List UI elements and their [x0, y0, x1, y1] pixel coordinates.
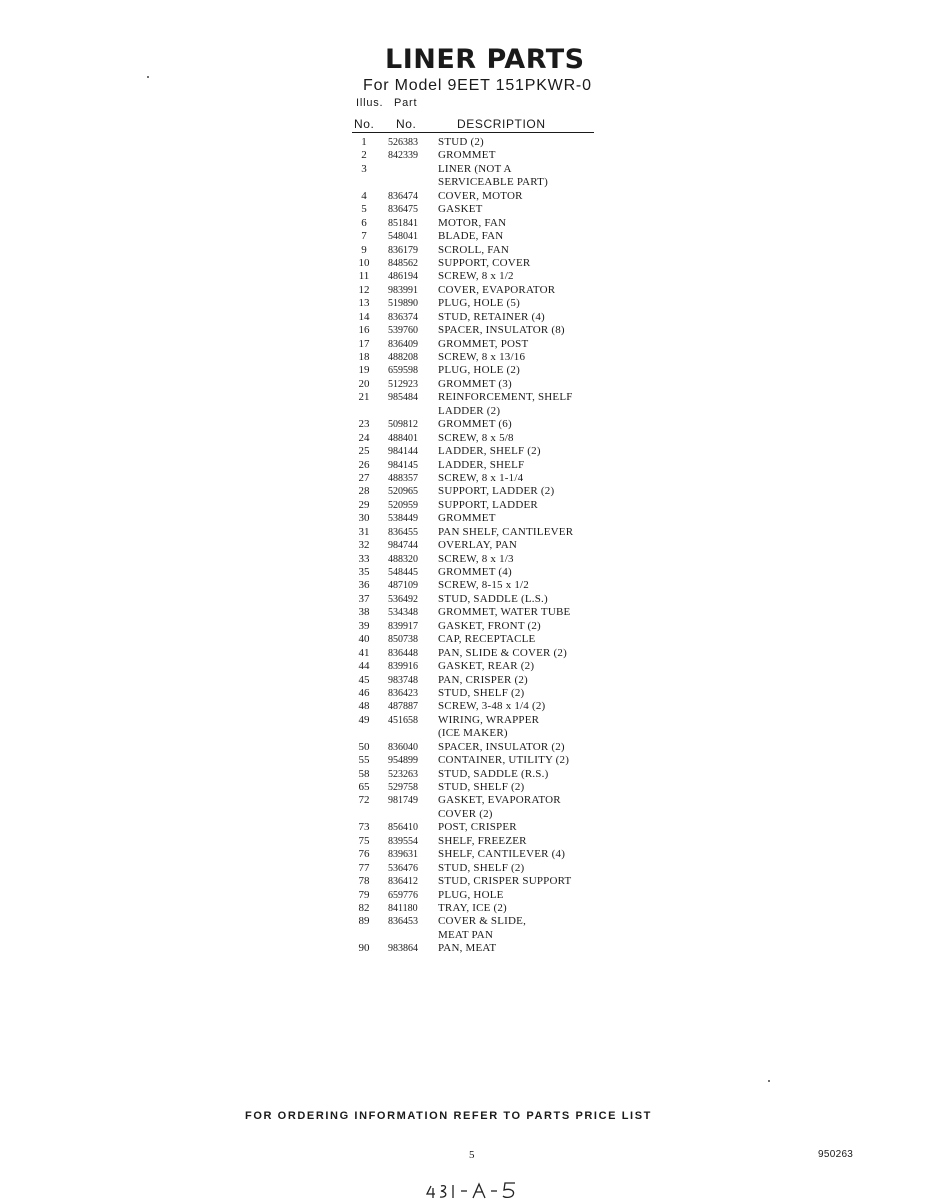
table-row [354, 432, 604, 445]
table-row [354, 149, 604, 162]
description-line: STUD, SHELF (2) [438, 861, 525, 874]
part-description [438, 848, 608, 861]
part-description [438, 794, 608, 821]
description-line: SUPPORT, COVER [438, 256, 531, 269]
table-row [354, 579, 604, 592]
table-row [354, 203, 604, 216]
illus-number: 79 [358, 888, 370, 901]
illus-number: 50 [358, 740, 370, 753]
table-row [354, 445, 604, 458]
illus-number: 11 [358, 270, 370, 283]
illus-number: 58 [358, 767, 370, 780]
part-number: 850738 [388, 634, 418, 646]
part-description [438, 472, 608, 485]
description-line: BLADE, FAN [438, 230, 504, 243]
table-row [354, 539, 604, 552]
table-row [354, 915, 604, 942]
part-number: 839917 [388, 620, 418, 632]
part-number: 548041 [388, 231, 418, 243]
part-description [438, 445, 608, 458]
part-number: 836179 [388, 244, 418, 256]
description-line: GROMMET [438, 149, 496, 162]
part-number: 536492 [388, 593, 418, 605]
part-number: 487109 [388, 580, 418, 592]
part-number: 523263 [388, 768, 418, 780]
part-description [438, 606, 608, 619]
table-row [354, 284, 604, 297]
part-description [438, 499, 608, 512]
table-row [354, 553, 604, 566]
part-number: 519890 [388, 298, 418, 310]
part-description [438, 674, 608, 687]
part-description [438, 432, 608, 445]
table-row [354, 647, 604, 660]
part-description [438, 136, 608, 149]
description-line: CONTAINER, UTILITY (2) [438, 754, 570, 767]
part-description [438, 539, 608, 552]
part-number: 529758 [388, 782, 418, 794]
part-description [438, 284, 608, 297]
table-row [354, 889, 604, 902]
part-number: 534348 [388, 607, 418, 619]
table-row [354, 741, 604, 754]
illus-number: 27 [358, 471, 370, 484]
description-line: COVER, EVAPORATOR [438, 283, 556, 296]
table-row [354, 364, 604, 377]
description-line: GROMMET (6) [438, 418, 512, 431]
part-description [438, 190, 608, 203]
part-number: 836474 [388, 190, 418, 202]
table-row [354, 674, 604, 687]
part-description [438, 579, 608, 592]
table-row [354, 835, 604, 848]
part-description [438, 297, 608, 310]
part-number: 839916 [388, 661, 418, 673]
part-number: 984145 [388, 459, 418, 471]
part-number: 520959 [388, 499, 418, 511]
illus-number: 35 [358, 566, 370, 579]
part-number: 836412 [388, 876, 418, 888]
illus-number: 46 [358, 686, 370, 699]
description-line: LADDER, SHELF [438, 458, 525, 471]
table-row [354, 781, 604, 794]
part-number: 536476 [388, 862, 418, 874]
part-number: 836040 [388, 741, 418, 753]
document-code: 950263 [818, 1149, 854, 1160]
illus-number: 65 [358, 781, 370, 794]
table-row [354, 270, 604, 283]
description-line: SHELF, CANTILEVER (4) [438, 848, 566, 861]
illus-number: 82 [358, 902, 370, 914]
part-description [438, 862, 608, 875]
illus-number: 33 [358, 552, 370, 565]
column-header-illus-top: Illus. [356, 97, 384, 109]
part-number: 488208 [388, 352, 418, 364]
description-line: REINFORCEMENT, SHELF [438, 391, 573, 404]
part-number: 836455 [388, 526, 418, 538]
description-line: SUPPORT, LADDER [438, 498, 538, 511]
table-row [354, 244, 604, 257]
illus-number: 73 [358, 821, 370, 834]
description-line: SHELF, FREEZER [438, 834, 527, 847]
illus-number: 19 [358, 364, 370, 377]
description-line: COVER & SLIDE, [438, 915, 527, 928]
part-number: 520965 [388, 486, 418, 498]
description-line: PAN, SLIDE & COVER (2) [438, 646, 567, 659]
part-description [438, 270, 608, 283]
illus-number: 24 [358, 431, 370, 444]
description-line: PLUG, HOLE [438, 888, 504, 901]
table-row [354, 297, 604, 310]
table-row [354, 526, 604, 539]
illus-number: 7 [361, 230, 367, 243]
table-row [354, 875, 604, 888]
part-number: 836423 [388, 687, 418, 699]
column-header-part-no: No. [396, 117, 417, 131]
part-number: 659776 [388, 889, 418, 901]
part-description [438, 566, 608, 579]
description-line: LADDER (2) [438, 404, 501, 417]
part-number: 488320 [388, 553, 418, 565]
part-description [438, 364, 608, 377]
illus-number: 26 [358, 458, 370, 471]
part-description [438, 459, 608, 472]
scan-speck [768, 1080, 770, 1082]
part-description [438, 875, 608, 888]
description-line: PAN, CRISPER (2) [438, 673, 528, 686]
illus-number: 21 [358, 391, 370, 404]
part-number: 841180 [388, 903, 418, 914]
part-number: 659598 [388, 365, 418, 377]
part-number: 981749 [388, 795, 418, 807]
column-header-illus-no: No. [354, 117, 375, 131]
part-number: 984144 [388, 446, 418, 458]
part-number: 836453 [388, 916, 418, 928]
part-number: 856410 [388, 822, 418, 834]
table-row [354, 606, 604, 619]
illus-number: 38 [358, 606, 370, 619]
part-description [438, 633, 608, 646]
part-description [438, 821, 608, 834]
table-row [354, 512, 604, 525]
part-description [438, 244, 608, 257]
illus-number: 76 [358, 848, 370, 861]
part-number: 512923 [388, 378, 418, 390]
page-number: 5 [469, 1149, 475, 1161]
part-description [438, 741, 608, 754]
description-line: SPACER, INSULATOR (8) [438, 324, 565, 337]
table-row [354, 499, 604, 512]
table-row [354, 794, 604, 821]
description-line: TRAY, ICE (2) [438, 902, 507, 914]
description-line: SCREW, 8 x 1/3 [438, 552, 514, 565]
illus-number: 25 [358, 445, 370, 458]
table-row [354, 566, 604, 579]
description-line: WIRING, WRAPPER [438, 713, 540, 726]
illus-number: 2 [361, 149, 367, 162]
part-number: 983991 [388, 284, 418, 296]
description-line: PLUG, HOLE (5) [438, 297, 520, 310]
part-description [438, 700, 608, 713]
table-row [354, 754, 604, 767]
column-header-part-top: Part [394, 97, 418, 109]
part-number: 842339 [388, 150, 418, 162]
illus-number: 40 [358, 633, 370, 646]
description-line: GASKET, EVAPORATOR [438, 794, 561, 807]
description-line: SPACER, INSULATOR (2) [438, 740, 565, 753]
part-description [438, 203, 608, 216]
illus-number: 5 [361, 203, 367, 216]
part-number: 985484 [388, 392, 418, 404]
scan-speck [147, 76, 149, 78]
handwritten-note [425, 1178, 545, 1200]
description-line: SCREW, 8 x 13/16 [438, 351, 526, 364]
table-row [354, 217, 604, 230]
description-line: MEAT PAN [438, 928, 494, 941]
table-row [354, 391, 604, 418]
description-line: LADDER, SHELF (2) [438, 445, 541, 458]
description-line: STUD, RETAINER (4) [438, 310, 545, 323]
part-description [438, 378, 608, 391]
illus-number: 41 [358, 646, 370, 659]
illus-number: 29 [358, 498, 370, 511]
part-description [438, 889, 608, 902]
table-row [354, 324, 604, 337]
table-row [354, 378, 604, 391]
table-row [354, 862, 604, 875]
description-line: SERVICEABLE PART) [438, 176, 548, 189]
table-row [354, 687, 604, 700]
description-line: GROMMET, WATER TUBE [438, 606, 571, 619]
description-line: COVER (2) [438, 807, 493, 820]
description-line: GASKET [438, 203, 483, 216]
part-description [438, 418, 608, 431]
description-line: STUD, SHELF (2) [438, 781, 525, 794]
part-description [438, 902, 608, 915]
description-line: STUD (2) [438, 136, 484, 148]
description-line: GASKET, REAR (2) [438, 660, 535, 673]
description-line: SUPPORT, LADDER (2) [438, 485, 555, 498]
part-description [438, 687, 608, 700]
table-row [354, 700, 604, 713]
part-number: 487887 [388, 701, 418, 713]
part-description [438, 257, 608, 270]
illus-number: 77 [358, 861, 370, 874]
header-rule [352, 132, 594, 133]
column-header-description: DESCRIPTION [457, 117, 546, 131]
table-row [354, 768, 604, 781]
description-line: GROMMET, POST [438, 337, 529, 350]
illus-number: 72 [358, 794, 370, 807]
illus-number: 9 [361, 243, 367, 256]
part-number: 954899 [388, 755, 418, 767]
illus-number: 10 [358, 256, 370, 269]
part-description [438, 163, 608, 190]
table-row [354, 163, 604, 190]
part-number: 851841 [388, 217, 418, 229]
description-line: MOTOR, FAN [438, 216, 507, 229]
illus-number: 36 [358, 579, 370, 592]
illus-number: 28 [358, 485, 370, 498]
description-line: OVERLAY, PAN [438, 539, 518, 552]
table-row [354, 418, 604, 431]
part-number: 839631 [388, 849, 418, 861]
part-description [438, 942, 608, 955]
part-description [438, 338, 608, 351]
parts-list [354, 136, 604, 956]
model-subtitle: For Model 9EET 151PKWR-0 [363, 77, 592, 94]
illus-number: 4 [361, 189, 367, 202]
table-row [354, 620, 604, 633]
part-number: 983748 [388, 674, 418, 686]
description-line: GROMMET [438, 512, 496, 525]
illus-number: 13 [358, 297, 370, 310]
part-number: 836475 [388, 204, 418, 216]
illus-number: 32 [358, 539, 370, 552]
description-line: SCREW, 8 x 1-1/4 [438, 471, 524, 484]
description-line: PLUG, HOLE (2) [438, 364, 520, 377]
description-line: PAN, MEAT [438, 942, 497, 955]
description-line: SCROLL, FAN [438, 243, 510, 256]
illus-number: 75 [358, 834, 370, 847]
description-line: POST, CRISPER [438, 821, 517, 834]
description-line: PAN SHELF, CANTILEVER [438, 525, 574, 538]
part-number: 839554 [388, 835, 418, 847]
description-line: STUD, SHELF (2) [438, 686, 525, 699]
table-row [354, 942, 604, 955]
part-description [438, 526, 608, 539]
table-row [354, 338, 604, 351]
illus-number: 18 [358, 351, 370, 364]
illus-number: 37 [358, 592, 370, 605]
part-description [438, 714, 608, 741]
part-number: 538449 [388, 513, 418, 525]
table-row [354, 633, 604, 646]
part-description [438, 660, 608, 673]
part-number: 451658 [388, 714, 418, 726]
description-line: SCREW, 8-15 x 1/2 [438, 579, 530, 592]
part-number: 488357 [388, 472, 418, 484]
illus-number: 90 [358, 942, 370, 955]
part-number: 836409 [388, 338, 418, 350]
illus-number: 30 [358, 512, 370, 525]
part-description [438, 915, 608, 942]
ordering-info-note: FOR ORDERING INFORMATION REFER TO PARTS PRICE LIST [245, 1110, 652, 1122]
part-number: 526383 [388, 137, 418, 148]
illus-number: 17 [358, 337, 370, 350]
part-number: 539760 [388, 325, 418, 337]
part-description [438, 217, 608, 230]
description-line: GASKET, FRONT (2) [438, 619, 541, 632]
part-description [438, 768, 608, 781]
description-line: SCREW, 3-48 x 1/4 (2) [438, 700, 546, 713]
table-row [354, 136, 604, 149]
description-line: CAP, RECEPTACLE [438, 633, 536, 646]
description-line: STUD, CRISPER SUPPORT [438, 875, 572, 888]
part-description [438, 351, 608, 364]
illus-number: 89 [358, 915, 370, 928]
table-row [354, 351, 604, 364]
illus-number: 48 [358, 700, 370, 713]
illus-number: 78 [358, 875, 370, 888]
table-row [354, 257, 604, 270]
illus-number: 44 [358, 660, 370, 673]
illus-number: 55 [358, 754, 370, 767]
part-description [438, 311, 608, 324]
part-number: 836448 [388, 647, 418, 659]
part-description [438, 593, 608, 606]
description-line: STUD, SADDLE (R.S.) [438, 767, 549, 780]
description-line: SCREW, 8 x 5/8 [438, 431, 514, 444]
illus-number: 23 [358, 418, 370, 431]
part-number: 548445 [388, 567, 418, 579]
part-description [438, 512, 608, 525]
table-row [354, 660, 604, 673]
table-row [354, 190, 604, 203]
part-description [438, 324, 608, 337]
table-row [354, 230, 604, 243]
illus-number: 45 [358, 673, 370, 686]
part-description [438, 391, 608, 418]
table-row [354, 459, 604, 472]
description-line: LINER (NOT A [438, 162, 512, 175]
page-title: LINER PARTS [385, 44, 585, 75]
part-description [438, 485, 608, 498]
illus-number: 12 [358, 283, 370, 296]
table-row [354, 714, 604, 741]
part-number: 984744 [388, 540, 418, 552]
table-row [354, 902, 604, 915]
description-line: (ICE MAKER) [438, 727, 508, 740]
part-description [438, 781, 608, 794]
illus-number: 3 [361, 162, 367, 175]
table-row [354, 821, 604, 834]
description-line: GROMMET (4) [438, 566, 512, 579]
part-description [438, 149, 608, 162]
part-description [438, 553, 608, 566]
illus-number: 6 [361, 216, 367, 229]
part-number: 509812 [388, 419, 418, 431]
part-description [438, 647, 608, 660]
illus-number: 49 [358, 713, 370, 726]
part-description [438, 835, 608, 848]
description-line: COVER, MOTOR [438, 189, 523, 202]
illus-number: 16 [358, 324, 370, 337]
table-row [354, 593, 604, 606]
description-line: SCREW, 8 x 1/2 [438, 270, 514, 283]
illus-number: 20 [358, 377, 370, 390]
part-description [438, 754, 608, 767]
part-number: 983864 [388, 943, 418, 955]
part-number: 848562 [388, 257, 418, 269]
illus-number: 1 [361, 136, 367, 148]
description-line: GROMMET (3) [438, 377, 512, 390]
table-row [354, 311, 604, 324]
description-line: STUD, SADDLE (L.S.) [438, 592, 548, 605]
illus-number: 39 [358, 619, 370, 632]
table-row [354, 848, 604, 861]
part-description [438, 620, 608, 633]
part-description [438, 230, 608, 243]
illus-number: 14 [358, 310, 370, 323]
part-number: 486194 [388, 271, 418, 283]
part-number: 836374 [388, 311, 418, 323]
table-row [354, 472, 604, 485]
illus-number: 31 [358, 525, 370, 538]
part-number: 488401 [388, 432, 418, 444]
table-row [354, 485, 604, 498]
